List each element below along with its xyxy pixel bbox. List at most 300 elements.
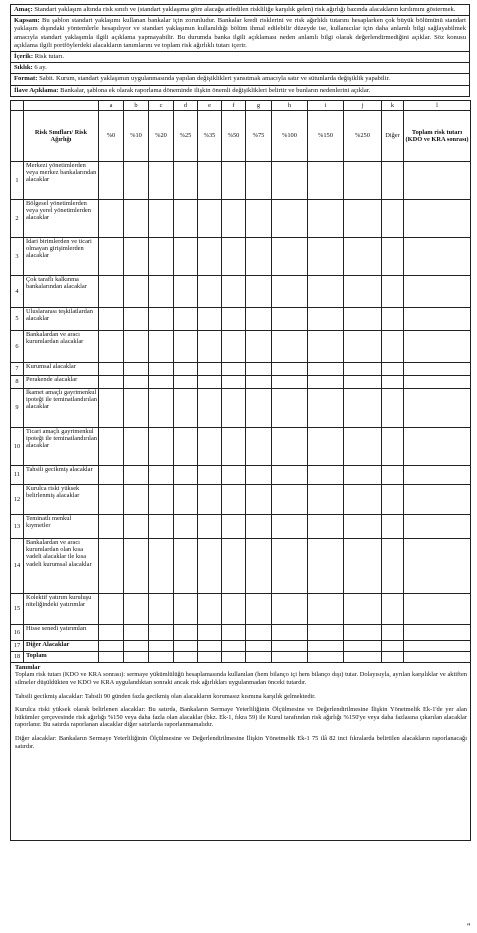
empty-cell bbox=[149, 514, 174, 538]
empty-cell bbox=[198, 484, 222, 514]
empty-cell bbox=[99, 362, 124, 375]
row-number: 16 bbox=[11, 624, 24, 640]
empty-cell bbox=[99, 465, 124, 484]
definitions-title: Tanımlar bbox=[15, 663, 41, 671]
empty-cell bbox=[246, 593, 272, 624]
scope-box bbox=[10, 15, 470, 51]
empty-cell bbox=[198, 427, 222, 465]
row-header-label: Risk Sınıfları/ Risk Ağırlığı bbox=[24, 110, 99, 161]
empty-cell bbox=[198, 388, 222, 427]
empty-cell bbox=[382, 538, 404, 593]
table-body bbox=[11, 161, 471, 662]
empty-cell bbox=[124, 484, 149, 514]
purpose-text: Standart yaklaşım altında risk sınıfı ve (standart yaklaşıma göre alacağa atfedilen riskliliğe karşılık gelen) risk ağırlığı bazında alacakların kırılımını göstermek. bbox=[34, 6, 456, 13]
column-header: %250 bbox=[344, 110, 382, 161]
empty-cell bbox=[382, 640, 404, 651]
empty-cell bbox=[198, 237, 222, 275]
empty-cell bbox=[149, 237, 174, 275]
empty-cell bbox=[149, 651, 174, 662]
empty-cell bbox=[404, 640, 471, 651]
empty-cell bbox=[149, 538, 174, 593]
empty-cell bbox=[124, 307, 149, 330]
empty-cell bbox=[246, 237, 272, 275]
empty-cell bbox=[174, 362, 198, 375]
empty-cell bbox=[149, 388, 174, 427]
column-header: %50 bbox=[222, 110, 246, 161]
empty-cell bbox=[382, 651, 404, 662]
row-number: 4 bbox=[11, 275, 24, 307]
empty-cell bbox=[382, 375, 404, 388]
format-text: Sabit. Kurum, standart yaklaşımın uygulanmasında yapılan değişiklikleri yansıtmak amacıyla satır ve sütunlarda değişiklik yapabilir. bbox=[39, 75, 390, 83]
row-label: Çok taraflı kalkınma bankalarından alacaklar bbox=[24, 275, 99, 307]
empty-cell bbox=[174, 388, 198, 427]
row-label: Kurulca riski yüksek belirlenmiş alacaklar bbox=[24, 484, 99, 514]
empty-cell bbox=[149, 640, 174, 651]
empty-cell bbox=[149, 307, 174, 330]
empty-cell bbox=[149, 161, 174, 199]
column-header: %100 bbox=[272, 110, 308, 161]
scope-label: Kapsam: bbox=[14, 17, 40, 25]
empty-cell bbox=[222, 484, 246, 514]
empty-cell bbox=[246, 538, 272, 593]
empty-cell bbox=[174, 307, 198, 330]
empty-cell bbox=[99, 514, 124, 538]
empty-cell bbox=[198, 275, 222, 307]
empty-cell bbox=[382, 330, 404, 362]
table-row bbox=[11, 161, 471, 199]
empty-cell bbox=[246, 307, 272, 330]
table-row bbox=[11, 307, 471, 330]
empty-cell bbox=[344, 427, 382, 465]
row-label: Uluslararası teşkilatlardan alacaklar bbox=[24, 307, 99, 330]
table-row bbox=[11, 640, 471, 651]
empty-cell bbox=[124, 362, 149, 375]
table-row bbox=[11, 199, 471, 237]
additional-explanation-text: Bankalar, şablona ek olarak raporlama döneminde ilişkin önemli değişiklikleri belirtir ve bunların nedenlerini açıklar. bbox=[60, 86, 371, 94]
row-number: 14 bbox=[11, 538, 24, 593]
column-header: %0 bbox=[99, 110, 124, 161]
empty-cell bbox=[198, 538, 222, 593]
empty-cell bbox=[404, 465, 471, 484]
empty-cell bbox=[382, 514, 404, 538]
empty-cell bbox=[99, 330, 124, 362]
empty-cell bbox=[404, 624, 471, 640]
empty-cell bbox=[308, 362, 344, 375]
empty-cell bbox=[99, 307, 124, 330]
empty-cell bbox=[99, 275, 124, 307]
empty-cell bbox=[198, 465, 222, 484]
column-letter: k bbox=[382, 100, 404, 110]
page-corner-mark: " bbox=[466, 922, 471, 931]
empty-cell bbox=[344, 307, 382, 330]
empty-cell bbox=[308, 538, 344, 593]
empty-cell bbox=[222, 465, 246, 484]
empty-cell bbox=[272, 307, 308, 330]
empty-cell bbox=[272, 330, 308, 362]
column-header: %150 bbox=[308, 110, 344, 161]
format-label: Format: bbox=[14, 75, 38, 83]
empty-cell bbox=[246, 199, 272, 237]
empty-cell bbox=[308, 275, 344, 307]
empty-cell bbox=[174, 237, 198, 275]
column-header: %35 bbox=[198, 110, 222, 161]
empty-cell bbox=[404, 593, 471, 624]
row-label: İkamet amaçlı gayrimenkul ipoteği ile teminatlandırılan alacaklar bbox=[24, 388, 99, 427]
empty-cell bbox=[99, 484, 124, 514]
column-letter: b bbox=[124, 100, 149, 110]
empty-cell bbox=[99, 593, 124, 624]
empty-cell bbox=[99, 640, 124, 651]
empty-cell bbox=[174, 375, 198, 388]
row-number: 7 bbox=[11, 362, 24, 375]
empty-cell bbox=[344, 538, 382, 593]
empty-cell bbox=[222, 538, 246, 593]
row-number: 11 bbox=[11, 465, 24, 484]
empty-cell bbox=[198, 640, 222, 651]
empty-cell bbox=[404, 375, 471, 388]
empty-cell bbox=[382, 237, 404, 275]
table-row bbox=[11, 465, 471, 484]
row-label: Bankalardan ve aracı kurumlardan alacaklar bbox=[24, 330, 99, 362]
row-label: Tahsili gecikmiş alacaklar bbox=[24, 465, 99, 484]
row-number: 10 bbox=[11, 427, 24, 465]
empty-cell bbox=[382, 624, 404, 640]
empty-cell bbox=[198, 375, 222, 388]
empty-cell bbox=[149, 375, 174, 388]
column-letter: i bbox=[308, 100, 344, 110]
purpose-box bbox=[10, 4, 470, 15]
empty-cell bbox=[246, 624, 272, 640]
table-row bbox=[11, 538, 471, 593]
empty-cell bbox=[149, 199, 174, 237]
empty-cell bbox=[222, 362, 246, 375]
empty-cell bbox=[222, 651, 246, 662]
empty-cell bbox=[404, 651, 471, 662]
row-number: 18 bbox=[11, 651, 24, 662]
empty-cell bbox=[272, 538, 308, 593]
empty-cell bbox=[404, 330, 471, 362]
empty-cell bbox=[222, 307, 246, 330]
row-label: Bölgesel yönetimlerden veya yerel yönetimlerden alacaklar bbox=[24, 199, 99, 237]
empty-cell bbox=[198, 330, 222, 362]
row-number: 6 bbox=[11, 330, 24, 362]
empty-cell bbox=[124, 651, 149, 662]
empty-cell bbox=[198, 307, 222, 330]
empty-cell bbox=[404, 514, 471, 538]
column-letter: f bbox=[222, 100, 246, 110]
definition-high-risk: Kurulca riski yüksek olarak belirlenen alacaklar: Bu satırda, Bankaların Sermaye Yeterliliğinin Ölçülmesine ve Değerlendirilmesine İlişkin Yönetmelik Ek-1'de yer alan hükümler çerçevesinde risk ağırlığı %150 veya daha fazla olan alacaklar (bkz. Ek-1, fıkra 59) ile Kurul tarafından risk ağırlığı %150'ye veya daha fazlasına çıkarılan alacaklar raporlanır. Bu satırda raporlanan alacaklar diğer satırlarda raporlanmamalıdır. bbox=[15, 706, 467, 729]
empty-cell bbox=[149, 593, 174, 624]
empty-cell bbox=[344, 362, 382, 375]
empty-cell bbox=[404, 275, 471, 307]
column-letter: h bbox=[272, 100, 308, 110]
empty-cell bbox=[272, 624, 308, 640]
empty-cell bbox=[344, 651, 382, 662]
column-letter: g bbox=[246, 100, 272, 110]
empty-cell bbox=[149, 330, 174, 362]
scope-text: Bu şablon standart yaklaşımı kullanan bankalar için zorunludur. Bankalar kredi risklerini ve risk ağırlıklı tutarını hesaplarken çok büyük bölümünü standart yaklaşım dışındaki yöntemlerle hesapılıyor ve standart yaklaşımın kullanıldığı bölüm ihmal edilebilir düzeyde ise, kullanıcılar için daha anlamlı bilgi sağlayabilmek amacıyla standart yaklaşımla ilgili açıklama yapmayabilir. Bu durumda banka ilgili açıklaması neden anlamlı bilgi olarak değerlendirmediğini açıklar. Söz konusu açıklama ilgili portföylerdeki alacakların tanımlarını ve toplam risk ağırlıklı tutarı içerir. bbox=[14, 17, 466, 49]
empty-cell bbox=[344, 484, 382, 514]
empty-cell bbox=[382, 199, 404, 237]
empty-cell bbox=[308, 640, 344, 651]
definition-total-risk: Toplam risk tutarı (KDO ve KRA sonrası): sermaye yükümlülüğü hesaplamasında kullanılan (hem bilanço içi hem bilanço dışı) tutar. Dolayısıyla, ayrılan karşılıklar ve aktiften silmeler düşüldükten ve KDO ve KRA uygulandıktan sonraki ancak risk ağırlıkları uygulanmadan önceki tutardır. bbox=[15, 671, 467, 687]
column-header: %25 bbox=[174, 110, 198, 161]
empty-cell bbox=[344, 388, 382, 427]
row-label: İdari birimlerden ve ticari olmayan girişimlerden alacaklar bbox=[24, 237, 99, 275]
empty-cell bbox=[308, 307, 344, 330]
empty-cell bbox=[198, 624, 222, 640]
empty-cell bbox=[174, 538, 198, 593]
empty-cell bbox=[174, 427, 198, 465]
column-letter-row bbox=[11, 100, 471, 110]
empty-cell bbox=[272, 237, 308, 275]
empty-cell bbox=[149, 484, 174, 514]
empty-cell bbox=[246, 375, 272, 388]
empty-cell bbox=[272, 514, 308, 538]
column-letter: d bbox=[174, 100, 198, 110]
empty-cell bbox=[198, 651, 222, 662]
row-number: 5 bbox=[11, 307, 24, 330]
empty-cell bbox=[222, 161, 246, 199]
empty-cell bbox=[308, 199, 344, 237]
empty-cell bbox=[149, 624, 174, 640]
empty-cell bbox=[344, 514, 382, 538]
empty-cell bbox=[404, 307, 471, 330]
empty-cell bbox=[404, 538, 471, 593]
empty-cell bbox=[124, 640, 149, 651]
empty-cell bbox=[308, 330, 344, 362]
column-header: %10 bbox=[124, 110, 149, 161]
column-letter: l bbox=[404, 100, 471, 110]
empty-cell bbox=[382, 484, 404, 514]
column-letter: e bbox=[198, 100, 222, 110]
row-number: 13 bbox=[11, 514, 24, 538]
empty-cell bbox=[246, 275, 272, 307]
empty-cell bbox=[149, 275, 174, 307]
row-label: Perakende alacaklar bbox=[24, 375, 99, 388]
empty-cell bbox=[174, 465, 198, 484]
empty-cell bbox=[174, 514, 198, 538]
empty-cell bbox=[124, 514, 149, 538]
empty-cell bbox=[124, 375, 149, 388]
empty-cell bbox=[382, 388, 404, 427]
definitions-box bbox=[10, 663, 471, 841]
empty-cell bbox=[382, 465, 404, 484]
row-label: Teminatlı menkul kıymetler bbox=[24, 514, 99, 538]
empty-cell bbox=[222, 514, 246, 538]
empty-cell bbox=[222, 640, 246, 651]
empty-cell bbox=[246, 362, 272, 375]
row-label: Diğer Alacaklar bbox=[24, 640, 99, 651]
empty-cell bbox=[174, 199, 198, 237]
column-letter: a bbox=[99, 100, 124, 110]
empty-cell bbox=[222, 199, 246, 237]
empty-cell bbox=[174, 161, 198, 199]
empty-cell bbox=[382, 427, 404, 465]
empty-cell bbox=[308, 427, 344, 465]
empty-cell bbox=[124, 427, 149, 465]
empty-cell bbox=[272, 375, 308, 388]
empty-cell bbox=[222, 237, 246, 275]
row-label: Merkezi yönetimlerden veya merkez bankalarından alacaklar bbox=[24, 161, 99, 199]
empty-cell bbox=[99, 388, 124, 427]
empty-cell bbox=[198, 593, 222, 624]
empty-cell bbox=[308, 624, 344, 640]
empty-cell bbox=[222, 427, 246, 465]
empty-cell bbox=[246, 465, 272, 484]
empty-cell bbox=[246, 427, 272, 465]
empty-cell bbox=[99, 375, 124, 388]
empty-cell bbox=[149, 465, 174, 484]
column-letter: j bbox=[344, 100, 382, 110]
column-header: Toplam risk tutarı (KDO ve KRA sonrası) bbox=[404, 110, 471, 161]
format-box bbox=[10, 73, 470, 84]
empty-cell bbox=[272, 161, 308, 199]
empty-cell bbox=[99, 538, 124, 593]
frequency-label: Sıklık: bbox=[14, 64, 33, 72]
table-row bbox=[11, 237, 471, 275]
empty-cell bbox=[174, 275, 198, 307]
empty-cell bbox=[174, 624, 198, 640]
empty-cell bbox=[198, 199, 222, 237]
empty-cell bbox=[246, 161, 272, 199]
document-page bbox=[10, 4, 470, 841]
empty-cell bbox=[404, 388, 471, 427]
empty-cell bbox=[198, 362, 222, 375]
empty-cell bbox=[272, 388, 308, 427]
empty-cell bbox=[344, 375, 382, 388]
empty-cell bbox=[124, 624, 149, 640]
purpose-label: Amaç: bbox=[14, 6, 33, 13]
empty-cell bbox=[344, 593, 382, 624]
empty-cell bbox=[99, 624, 124, 640]
empty-cell bbox=[149, 427, 174, 465]
row-label: Ticari amaçlı gayrimenkul ipoteği ile teminatlandırılan alacaklar bbox=[24, 427, 99, 465]
empty-cell bbox=[124, 237, 149, 275]
table-row bbox=[11, 275, 471, 307]
empty-cell bbox=[124, 538, 149, 593]
empty-cell bbox=[344, 465, 382, 484]
content-box bbox=[10, 51, 470, 62]
empty-cell bbox=[344, 330, 382, 362]
empty-cell bbox=[124, 161, 149, 199]
risk-class-table bbox=[10, 100, 471, 663]
empty-cell bbox=[404, 484, 471, 514]
content-text: Risk tutarı. bbox=[34, 53, 65, 61]
empty-cell bbox=[308, 388, 344, 427]
definition-other: Diğer alacaklar: Bankaların Sermaye Yeterliliğinin Ölçülmesine ve Değerlendirilmesine İlişkin Yönetmelik Ek-1 75 ilâ 82 inci fıkralarda belirtilen alacakların raporlanacağı satırdır. bbox=[15, 734, 467, 750]
column-header-row bbox=[11, 110, 471, 161]
empty-cell bbox=[272, 427, 308, 465]
empty-cell bbox=[99, 161, 124, 199]
frequency-box bbox=[10, 62, 470, 73]
empty-cell bbox=[174, 484, 198, 514]
empty-cell bbox=[404, 161, 471, 199]
empty-cell bbox=[308, 237, 344, 275]
table-row bbox=[11, 388, 471, 427]
empty-cell bbox=[124, 388, 149, 427]
column-header: %75 bbox=[246, 110, 272, 161]
empty-cell bbox=[124, 275, 149, 307]
row-label: Kolektif yatırım kuruluşu niteliğindeki yatırımlar bbox=[24, 593, 99, 624]
empty-cell bbox=[174, 593, 198, 624]
empty-cell bbox=[99, 199, 124, 237]
empty-cell bbox=[382, 275, 404, 307]
frequency-text: 6 ay. bbox=[34, 64, 47, 72]
empty-cell bbox=[174, 640, 198, 651]
empty-cell bbox=[222, 330, 246, 362]
table-row bbox=[11, 427, 471, 465]
empty-cell bbox=[382, 362, 404, 375]
empty-cell bbox=[124, 593, 149, 624]
empty-cell bbox=[344, 640, 382, 651]
empty-cell bbox=[272, 593, 308, 624]
empty-cell bbox=[99, 237, 124, 275]
empty-cell bbox=[308, 514, 344, 538]
empty-cell bbox=[272, 275, 308, 307]
empty-cell bbox=[222, 375, 246, 388]
empty-cell bbox=[198, 161, 222, 199]
row-number: 17 bbox=[11, 640, 24, 651]
row-label: Bankalardan ve aracı kurumlardan olan kısa vadeli alacaklar ile kısa vadeli kurumsal alacaklar bbox=[24, 538, 99, 593]
empty-cell bbox=[344, 199, 382, 237]
empty-cell bbox=[404, 237, 471, 275]
empty-cell bbox=[272, 651, 308, 662]
empty-cell bbox=[99, 651, 124, 662]
empty-cell bbox=[198, 514, 222, 538]
empty-cell bbox=[149, 362, 174, 375]
empty-cell bbox=[99, 427, 124, 465]
empty-cell bbox=[246, 484, 272, 514]
table-row bbox=[11, 514, 471, 538]
row-number: 9 bbox=[11, 388, 24, 427]
row-number: 1 bbox=[11, 161, 24, 199]
empty-cell bbox=[174, 330, 198, 362]
empty-cell bbox=[308, 465, 344, 484]
empty-cell bbox=[308, 651, 344, 662]
empty-cell bbox=[382, 307, 404, 330]
definition-overdue: Tahsili gecikmiş alacaklar: Tahsili 90 günden fazla gecikmiş olan alacakların korumasız kısmına karşılık gelmektedir. bbox=[15, 692, 316, 700]
row-number: 3 bbox=[11, 237, 24, 275]
empty-cell bbox=[222, 388, 246, 427]
empty-cell bbox=[174, 651, 198, 662]
empty-cell bbox=[222, 593, 246, 624]
table-row bbox=[11, 362, 471, 375]
column-header: %20 bbox=[149, 110, 174, 161]
column-letter: c bbox=[149, 100, 174, 110]
empty-cell bbox=[124, 330, 149, 362]
table-row bbox=[11, 484, 471, 514]
empty-cell bbox=[308, 593, 344, 624]
empty-cell bbox=[272, 465, 308, 484]
empty-cell bbox=[272, 640, 308, 651]
empty-cell bbox=[272, 362, 308, 375]
additional-explanation-box bbox=[10, 85, 470, 97]
empty-cell bbox=[246, 330, 272, 362]
empty-cell bbox=[246, 651, 272, 662]
empty-cell bbox=[124, 199, 149, 237]
empty-cell bbox=[404, 199, 471, 237]
table-row bbox=[11, 330, 471, 362]
row-label: Kurumsal alacaklar bbox=[24, 362, 99, 375]
empty-cell bbox=[308, 484, 344, 514]
table-row bbox=[11, 651, 471, 662]
empty-cell bbox=[344, 161, 382, 199]
table-row bbox=[11, 624, 471, 640]
empty-cell bbox=[344, 624, 382, 640]
row-number: 15 bbox=[11, 593, 24, 624]
table-row bbox=[11, 593, 471, 624]
